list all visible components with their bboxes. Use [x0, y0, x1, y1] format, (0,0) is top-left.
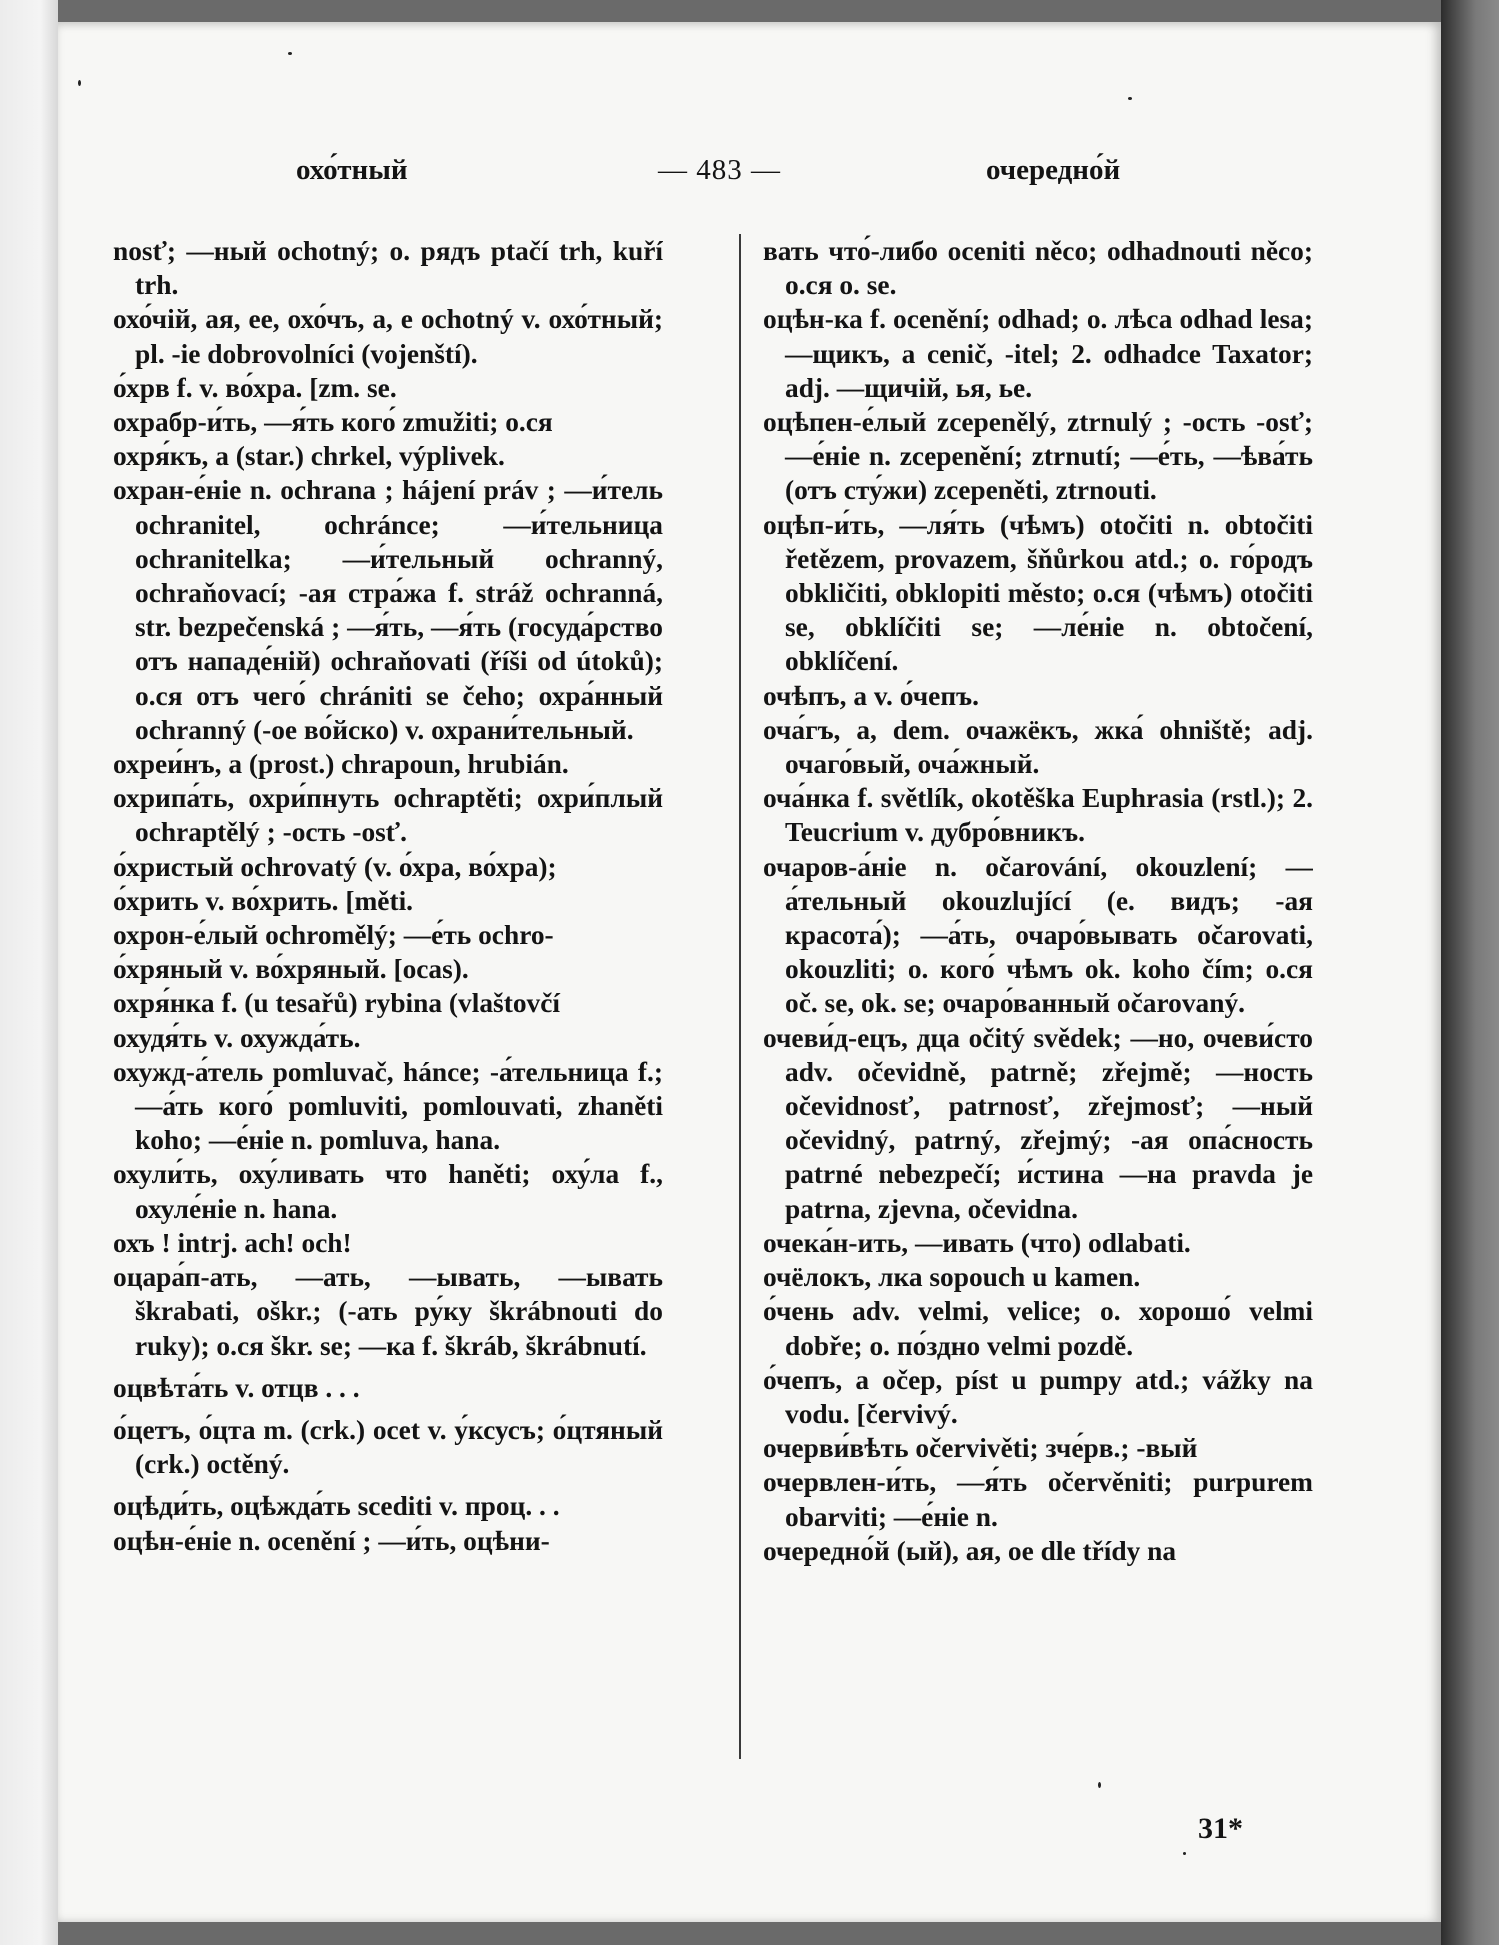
- entry: оцвѣта́ть v. отцв . . .: [113, 1372, 360, 1403]
- page-edge-shadow: [1441, 0, 1499, 1945]
- ink-speck: [78, 80, 81, 86]
- entry: очередно́й (ый), ая, ое dle třídy na: [763, 1535, 1177, 1566]
- entry: nosť; —ный ochotný; o. рядъ ptačí trh, kuří trh.: [113, 236, 663, 301]
- entry: очёлокъ, лка sopouch u kamen.: [763, 1262, 1141, 1293]
- entry: охо́чій, ая, ее, охо́чъ, а, е ochotný v. охо́тный; pl. -ie dobrovolníci (vojenští).: [113, 304, 663, 369]
- entry: охъ ! intrj. ach! och!: [113, 1227, 352, 1258]
- right-column: [763, 234, 1313, 1774]
- ink-speck: [1098, 1782, 1101, 1788]
- entry: оцѣди́ть, оцѣжда́ть scediti v. проц. . .: [113, 1491, 560, 1522]
- entry: охрон-е́лый ochromělý; —е́ть ochro-: [113, 920, 554, 951]
- entry: оцѣн-ка f. ocenění; odhad; o. лѣса odhad lesa; —щикъ, a cenič, -itel; 2. odhadce Taxator; adj. —щичій, ья, ье.: [763, 304, 1313, 403]
- entry: охрабр-и́ть, —я́ть кого́ zmužiti; o.ся: [113, 407, 553, 438]
- entry: очервлен-и́ть, —я́ть očervěniti; purpurem obarviti; —е́ніе n.: [763, 1467, 1313, 1532]
- entry: очаров-а́ніе n. očarování, okouzlení; —а́тельный okouzlující (e. видъ; -ая красота́); —а́ть, очаро́вывать očarovati, okouzliti; o. кого́ чѣмъ ok. koho čím; o.ся oč. se, ok. se; очаро́ванный očarovaný.: [763, 851, 1313, 1019]
- running-header: [58, 154, 1441, 190]
- entry: охран-е́ніе n. ochrana ; hájení práv ; —и́тель ochranitel, ochránce; —и́тельница ochranitelka; —и́тельный ochranný, ochraňovací; -ая стра́жа f. stráž ochranná, str. bezpečenská ; —я́ть, —я́ть (госуда́рство отъ нападе́ній) ochraňovati (říši od útoků); o.ся отъ чего́ chrániti se čeho; охра́нный ochranný (-ое во́йско) v. охрани́тельный.: [113, 475, 663, 745]
- entry: оцѣпен-е́лый zcepenělý, ztrnulý ; -ость -osť; —е́ніе n. zcepenění; ztrnutí; —е́ть, —ѣва́ть (отъ сту́жи) zcepeněti, ztrnouti.: [763, 407, 1313, 506]
- entry: охудя́ть v. охужда́ть.: [113, 1022, 361, 1053]
- header-right-guideword: очередно́й: [986, 154, 1121, 186]
- entry: оцѣн-е́ніе n. ocenění ; —и́ть, оцѣни-: [113, 1525, 550, 1556]
- entry: очеви́д-ецъ, дца očitý svědek; —но, очеви́сто adv. očevidně, patrně; zřejmě; —ность očevidnosť, patrnosť, zřejmosť; —ный očevidný, patrný, zřejmý; -ая опа́сность patrné nebezpečí; и́стина —на pravda je patrna, zjevna, očevidna.: [763, 1022, 1313, 1224]
- signature-mark: 31*: [1198, 1812, 1243, 1845]
- ink-speck: [1128, 97, 1132, 100]
- entry: о́хряный v. во́хряный. [ocas).: [113, 954, 469, 985]
- entry: о́хрв f. v. во́хра. [zm. se.: [113, 372, 397, 403]
- entry: охря́къ, a (star.) chrkel, výplivek.: [113, 441, 505, 472]
- header-left-guideword: охо́тный: [296, 154, 408, 186]
- left-column: [113, 234, 663, 1774]
- entry: очѣпъ, a v. о́чепъ.: [763, 680, 979, 711]
- ink-speck: [288, 52, 292, 55]
- entry: охужд-а́тель pomluvač, hánce; -а́тельница f.; —а́ть кого́ pomluviti, pomlouvati, zhaněti koho; —е́ніе n. pomluva, hana.: [113, 1056, 663, 1156]
- entry: охрипа́ть, охри́пнуть ochraptěti; охри́плый ochraptělý ; -ость -osť.: [113, 783, 663, 848]
- ink-speck: [1183, 1852, 1186, 1855]
- entry: охреи́нъ, a (prost.) chrapoun, hrubián.: [113, 749, 569, 780]
- entry: оцѣп-и́ть, —ля́ть (чѣмъ) otočiti n. obtočiti řetězem, provazem, šňůrkou atd.; o. го́родъ obkličiti, obklopiti město; o.ся (чѣмъ) otočiti se, obklíčiti se; —ле́ніе n. obtočení, obklíčení.: [763, 509, 1313, 677]
- entry: очека́н-ить, —ивать (что) odlabati.: [763, 1227, 1191, 1258]
- entry: оча́нка f. světlík, okotěška Euphrasia (rstl.); 2. Teucrium v. дубро́вникъ.: [763, 783, 1313, 848]
- book-spine: [0, 0, 58, 1945]
- entry: охря́нка f. (u tesařů) rybina (vlaštovčí: [113, 988, 560, 1019]
- entry: о́чепъ, a očep, píst u pumpy atd.; vážky na vodu. [červivý.: [763, 1364, 1313, 1429]
- dictionary-page: [58, 22, 1441, 1922]
- entry: очерви́вѣть očervivěti; зче́рв.; -вый: [763, 1433, 1198, 1464]
- column-divider: [739, 234, 741, 1759]
- entry: оча́гъ, a, dem. очажёкъ, жка́ ohniště; adj. очаго́вый, оча́жный.: [763, 714, 1313, 780]
- entry: о́чень adv. velmi, velice; о. хорошо́ velmi dobře; о. по́здно velmi pozdě.: [763, 1296, 1313, 1361]
- header-page-number: — 483 —: [658, 154, 781, 186]
- entry: о́христый ochrovatý (v. о́хра, во́хра);: [113, 851, 557, 882]
- entry: охули́ть, оху́ливать что haněti; оху́ла f., охуле́ніе n. hana.: [113, 1159, 663, 1224]
- entry: вать что́-либо oceniti něco; odhadnouti něco; o.ся o. se.: [763, 236, 1313, 301]
- entry: оцара́п-ать, —ать, —ывать, —ывать škrabati, oškr.; (-ать ру́ку škrábnouti do ruky); o.ся škr. se; —ка f. škráb, škrábnutí.: [113, 1262, 663, 1361]
- entry: о́хрить v. во́хрить. [měti.: [113, 885, 414, 916]
- entry: о́цетъ, о́цта m. (crk.) ocet v. у́ксусъ; о́цтяный (crk.) octěný.: [113, 1414, 663, 1480]
